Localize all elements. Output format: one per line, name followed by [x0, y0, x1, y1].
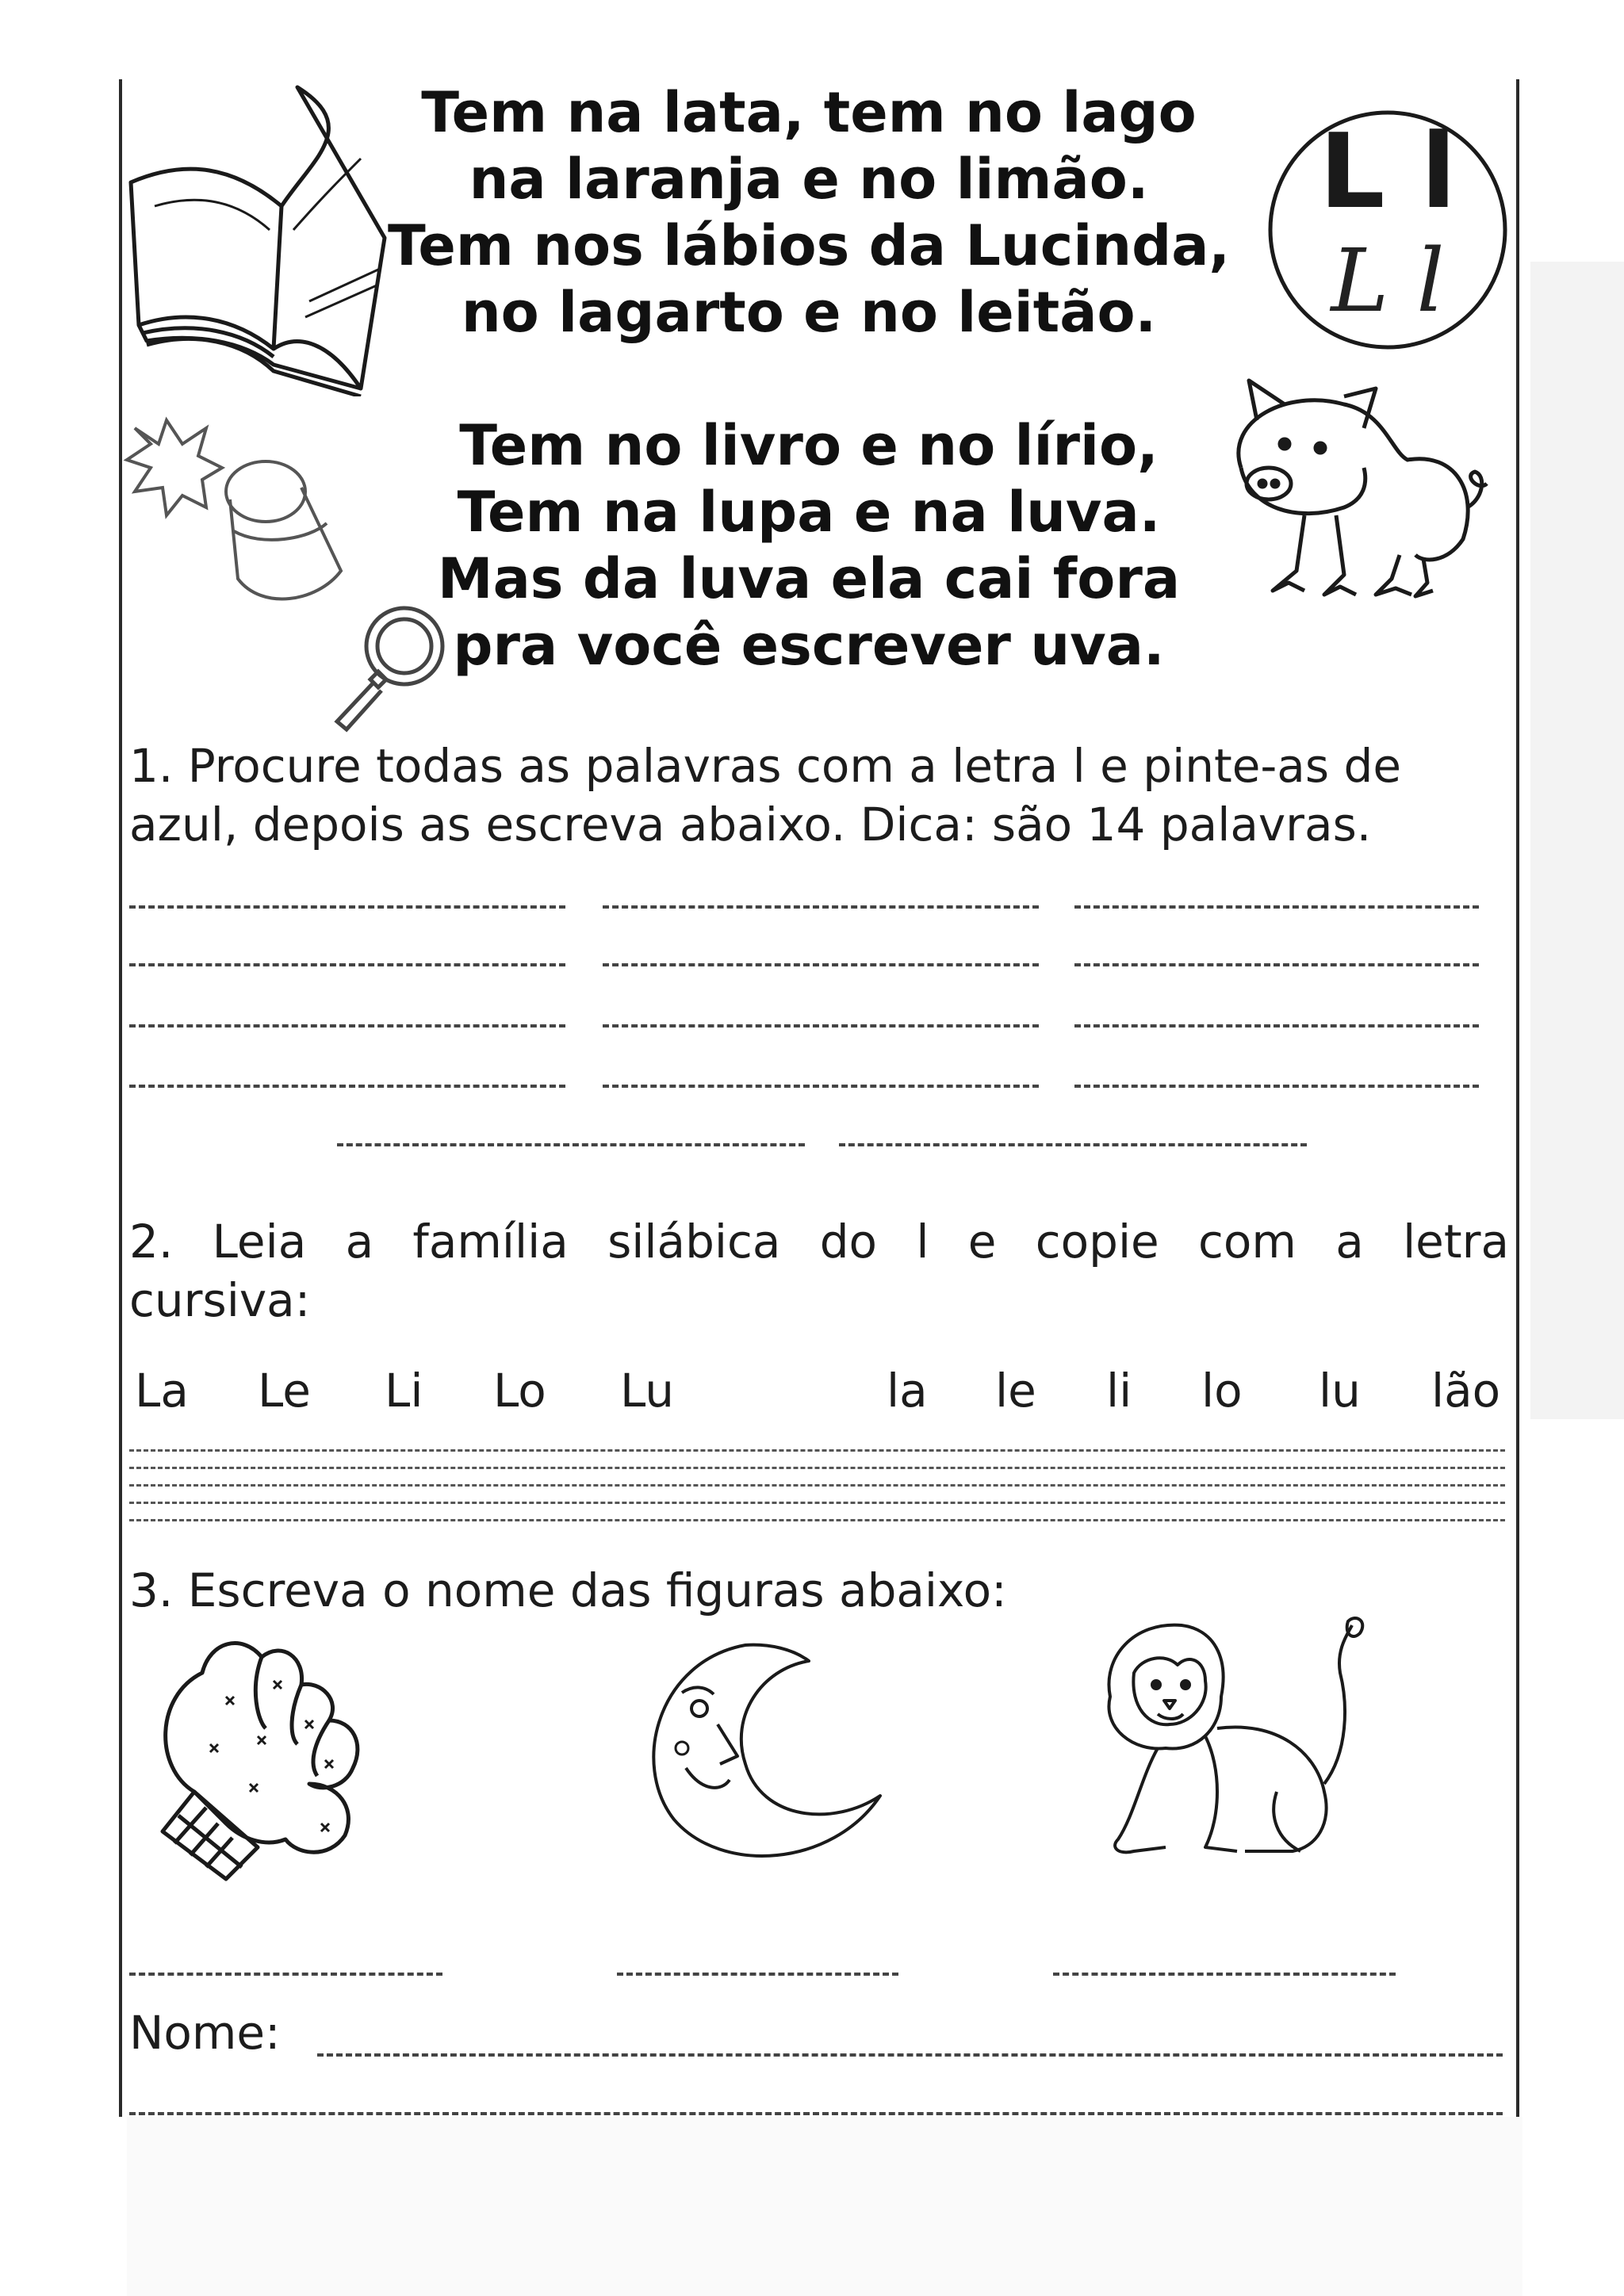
q1-line-1: 1. Procure todas as palavras com a letra l e pinte-as de [129, 739, 1402, 793]
writing-line[interactable] [129, 1484, 1505, 1487]
nome-field-extra-line[interactable] [129, 2112, 1503, 2115]
answer-line[interactable] [1074, 905, 1479, 909]
nome-label: Nome: [129, 2006, 281, 2060]
left-border [119, 79, 122, 2117]
magnifier-icon [321, 599, 456, 733]
q2-word: do [819, 1215, 878, 1269]
answer-line[interactable] [603, 1085, 1039, 1088]
bottom-margin [127, 2117, 1522, 2296]
q2-word: família [412, 1215, 569, 1269]
q2-word: com [1198, 1215, 1297, 1269]
syllable: li [1106, 1364, 1132, 1418]
moon-icon [626, 1637, 888, 1867]
glove-icon [131, 1625, 400, 1887]
q2-word: Leia [212, 1215, 307, 1269]
q2-line-2: cursiva: [129, 1273, 311, 1327]
q2-word: l [916, 1215, 929, 1269]
poem-stanza-1 [333, 79, 1285, 346]
syllable: lu [1319, 1364, 1361, 1418]
nome-field[interactable] [317, 2053, 1503, 2057]
answer-line[interactable] [337, 1143, 805, 1146]
poem-line: Tem na lata, tem no lago [421, 80, 1197, 145]
answer-line[interactable] [603, 963, 1039, 966]
answer-line[interactable] [1074, 1085, 1479, 1088]
writing-line[interactable] [129, 1467, 1505, 1469]
q2-word: letra [1403, 1215, 1509, 1269]
lion-icon [1086, 1609, 1396, 1871]
q2-word: 2. [129, 1215, 174, 1269]
answer-line[interactable] [129, 1085, 565, 1088]
figure-answer-line[interactable] [129, 1973, 442, 1976]
syllable: la [887, 1364, 928, 1418]
q3-text: 3. Escreva o nome das figuras abaixo: [129, 1563, 1007, 1617]
figure-answer-line[interactable] [617, 1973, 898, 1976]
syllable: Li [385, 1364, 423, 1418]
syllable: La [135, 1364, 189, 1418]
letter-print: L l [1319, 111, 1457, 232]
answer-line[interactable] [603, 905, 1039, 909]
poem-stanza-2 [333, 412, 1285, 679]
poem-line: Tem nos lábios da Lucinda, [387, 213, 1231, 278]
poem-line: no lagarto e no leitão. [461, 280, 1157, 345]
letter-cursive: L l [1331, 230, 1445, 331]
q2-word: a [1335, 1215, 1364, 1269]
answer-line[interactable] [1074, 963, 1479, 966]
answer-line[interactable] [129, 905, 565, 909]
answer-line[interactable] [603, 1024, 1039, 1027]
answer-line[interactable] [129, 963, 565, 966]
answer-line[interactable] [839, 1143, 1307, 1146]
page-shadow [1530, 262, 1624, 1419]
q2-word: e [967, 1215, 997, 1269]
writing-line[interactable] [129, 1519, 1505, 1521]
syllable: lão [1431, 1364, 1501, 1418]
poem-line: Tem na lupa e na luva. [457, 480, 1161, 545]
answer-line[interactable] [1074, 1024, 1479, 1027]
writing-line[interactable] [129, 1449, 1505, 1452]
right-border [1516, 79, 1519, 2117]
q2-word: a [345, 1215, 374, 1269]
syllable: lo [1201, 1364, 1243, 1418]
syllable: Lu [620, 1364, 675, 1418]
poem-line: Tem no livro e no lírio, [459, 413, 1159, 478]
writing-line[interactable] [129, 1502, 1505, 1504]
pig-icon [1225, 373, 1495, 610]
poem-line: na laranja e no limão. [469, 147, 1149, 212]
syllable: Lo [493, 1364, 546, 1418]
q2-word: copie [1035, 1215, 1159, 1269]
poem-line: Mas da luva ela cai fora [437, 546, 1181, 611]
syllable: Le [258, 1364, 311, 1418]
figure-answer-line[interactable] [1053, 1973, 1396, 1976]
q2-line-1 [129, 1215, 1509, 1269]
q1-line-2: azul, depois as escreva abaixo. Dica: são 14 palavras. [129, 798, 1372, 851]
q2-word: silábica [607, 1215, 781, 1269]
answer-line[interactable] [129, 1024, 565, 1027]
syllable: le [995, 1364, 1036, 1418]
poem-line: pra você escrever uva. [453, 613, 1165, 678]
